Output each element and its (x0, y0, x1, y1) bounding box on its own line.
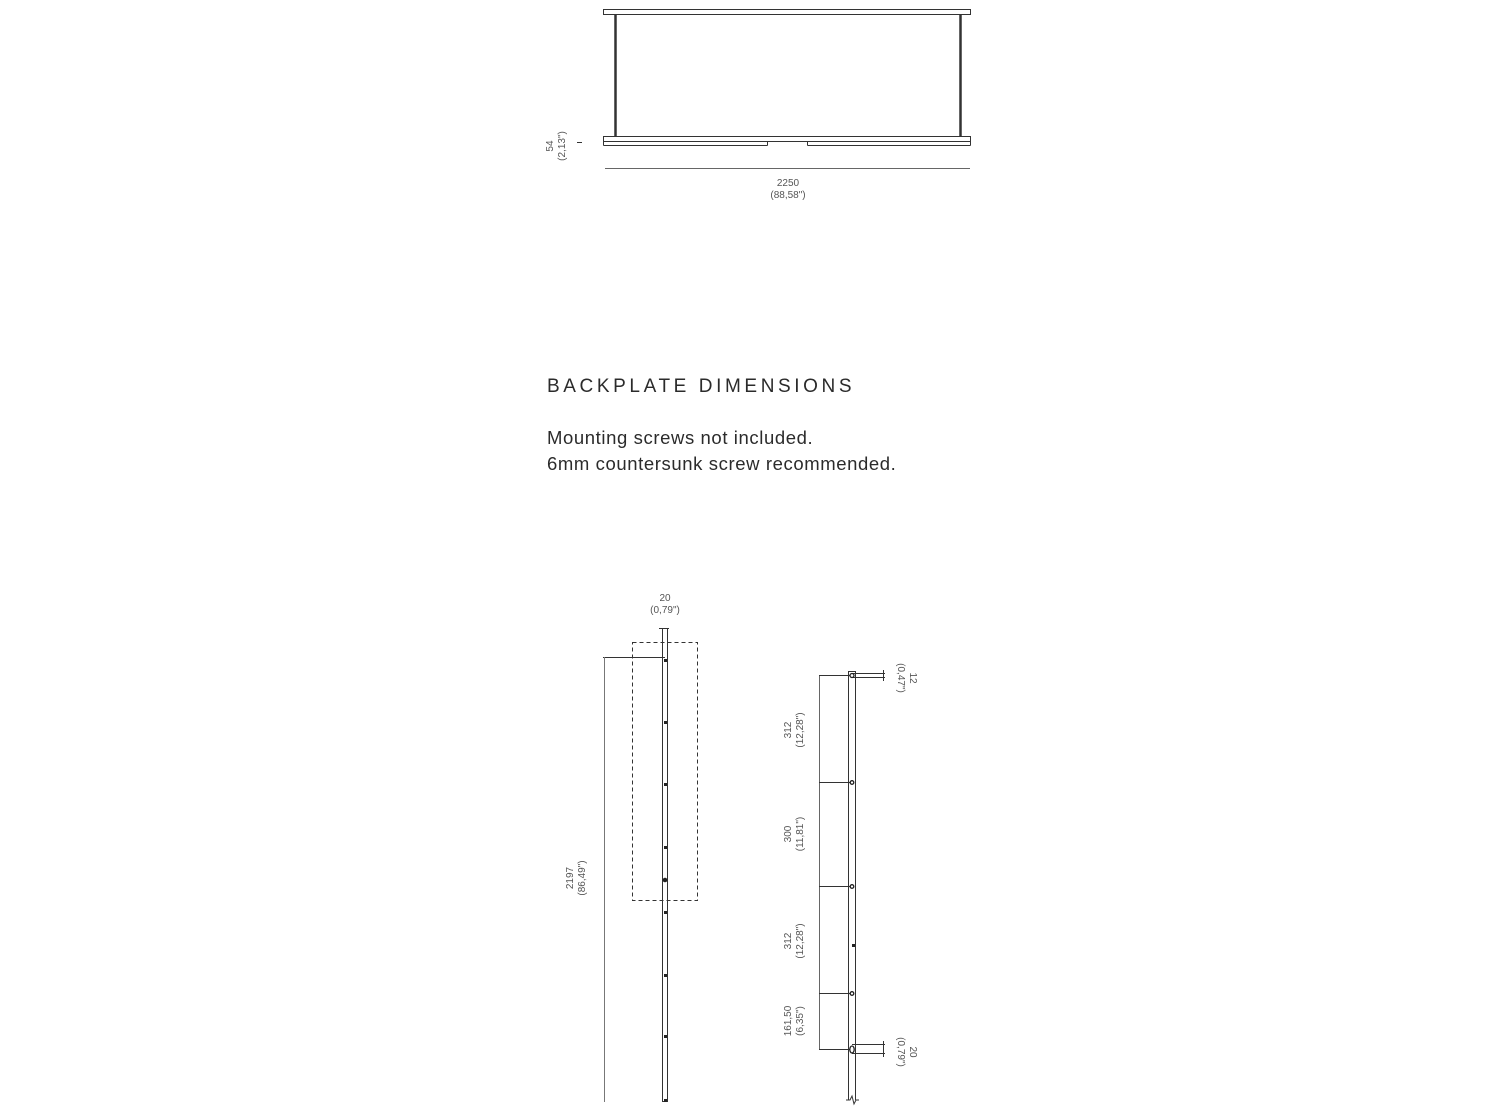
spacing-4-label (783, 996, 807, 1046)
height-dim-mm: 54 (545, 140, 556, 152)
screw-holes-detail (850, 674, 854, 1054)
spacing-3-mm: 312 (783, 932, 794, 950)
note-screws-not-included: Mounting screws not included. (547, 427, 814, 448)
spacing-3-label (783, 916, 807, 966)
plate-width-label (635, 593, 695, 617)
height-dim-label (545, 126, 569, 166)
width-dim-label (758, 178, 818, 202)
width-dim-mm: 2250 (776, 178, 800, 189)
spacing-1-label (783, 705, 807, 755)
spacing-3-inch: (12,28") (795, 923, 806, 959)
width-dim-inch: (88,58") (770, 190, 806, 201)
bottom-offset-mm: 20 (907, 1046, 918, 1058)
bottom-offset-inch: (0,79") (895, 1037, 906, 1067)
plate-width-mm: 20 (659, 593, 671, 604)
backplate-detail-view (819, 670, 885, 1104)
plate-width-inch: (0,79") (650, 605, 680, 616)
spacing-2-label (783, 809, 807, 859)
spacing-4-inch: (6,35") (795, 1006, 806, 1036)
spacing-1-mm: 312 (783, 721, 794, 739)
screw-holes-front (663, 659, 668, 1102)
plate-length-inch: (86,49") (577, 860, 588, 896)
spacing-2-inch: (11,81") (795, 816, 806, 852)
plate-length-mm: 2197 (565, 866, 576, 890)
note-screw-recommendation: 6mm countersunk screw recommended. (547, 453, 897, 474)
top-offset-mm: 12 (907, 672, 918, 684)
top-offset-inch: (0,47") (895, 663, 906, 693)
section-title: BACKPLATE DIMENSIONS (547, 376, 856, 397)
spacing-2-mm: 300 (783, 825, 794, 843)
spacing-4-mm: 161,50 (783, 1005, 794, 1037)
bottom-offset-label (894, 1027, 918, 1077)
top-offset-label (894, 653, 918, 703)
backplate-front-view (603, 628, 698, 1102)
plate-length-label (565, 853, 589, 903)
lamp-top-view (577, 10, 971, 169)
height-dim-inch: (2,13") (557, 131, 568, 161)
spacing-1-inch: (12,28") (795, 712, 806, 748)
